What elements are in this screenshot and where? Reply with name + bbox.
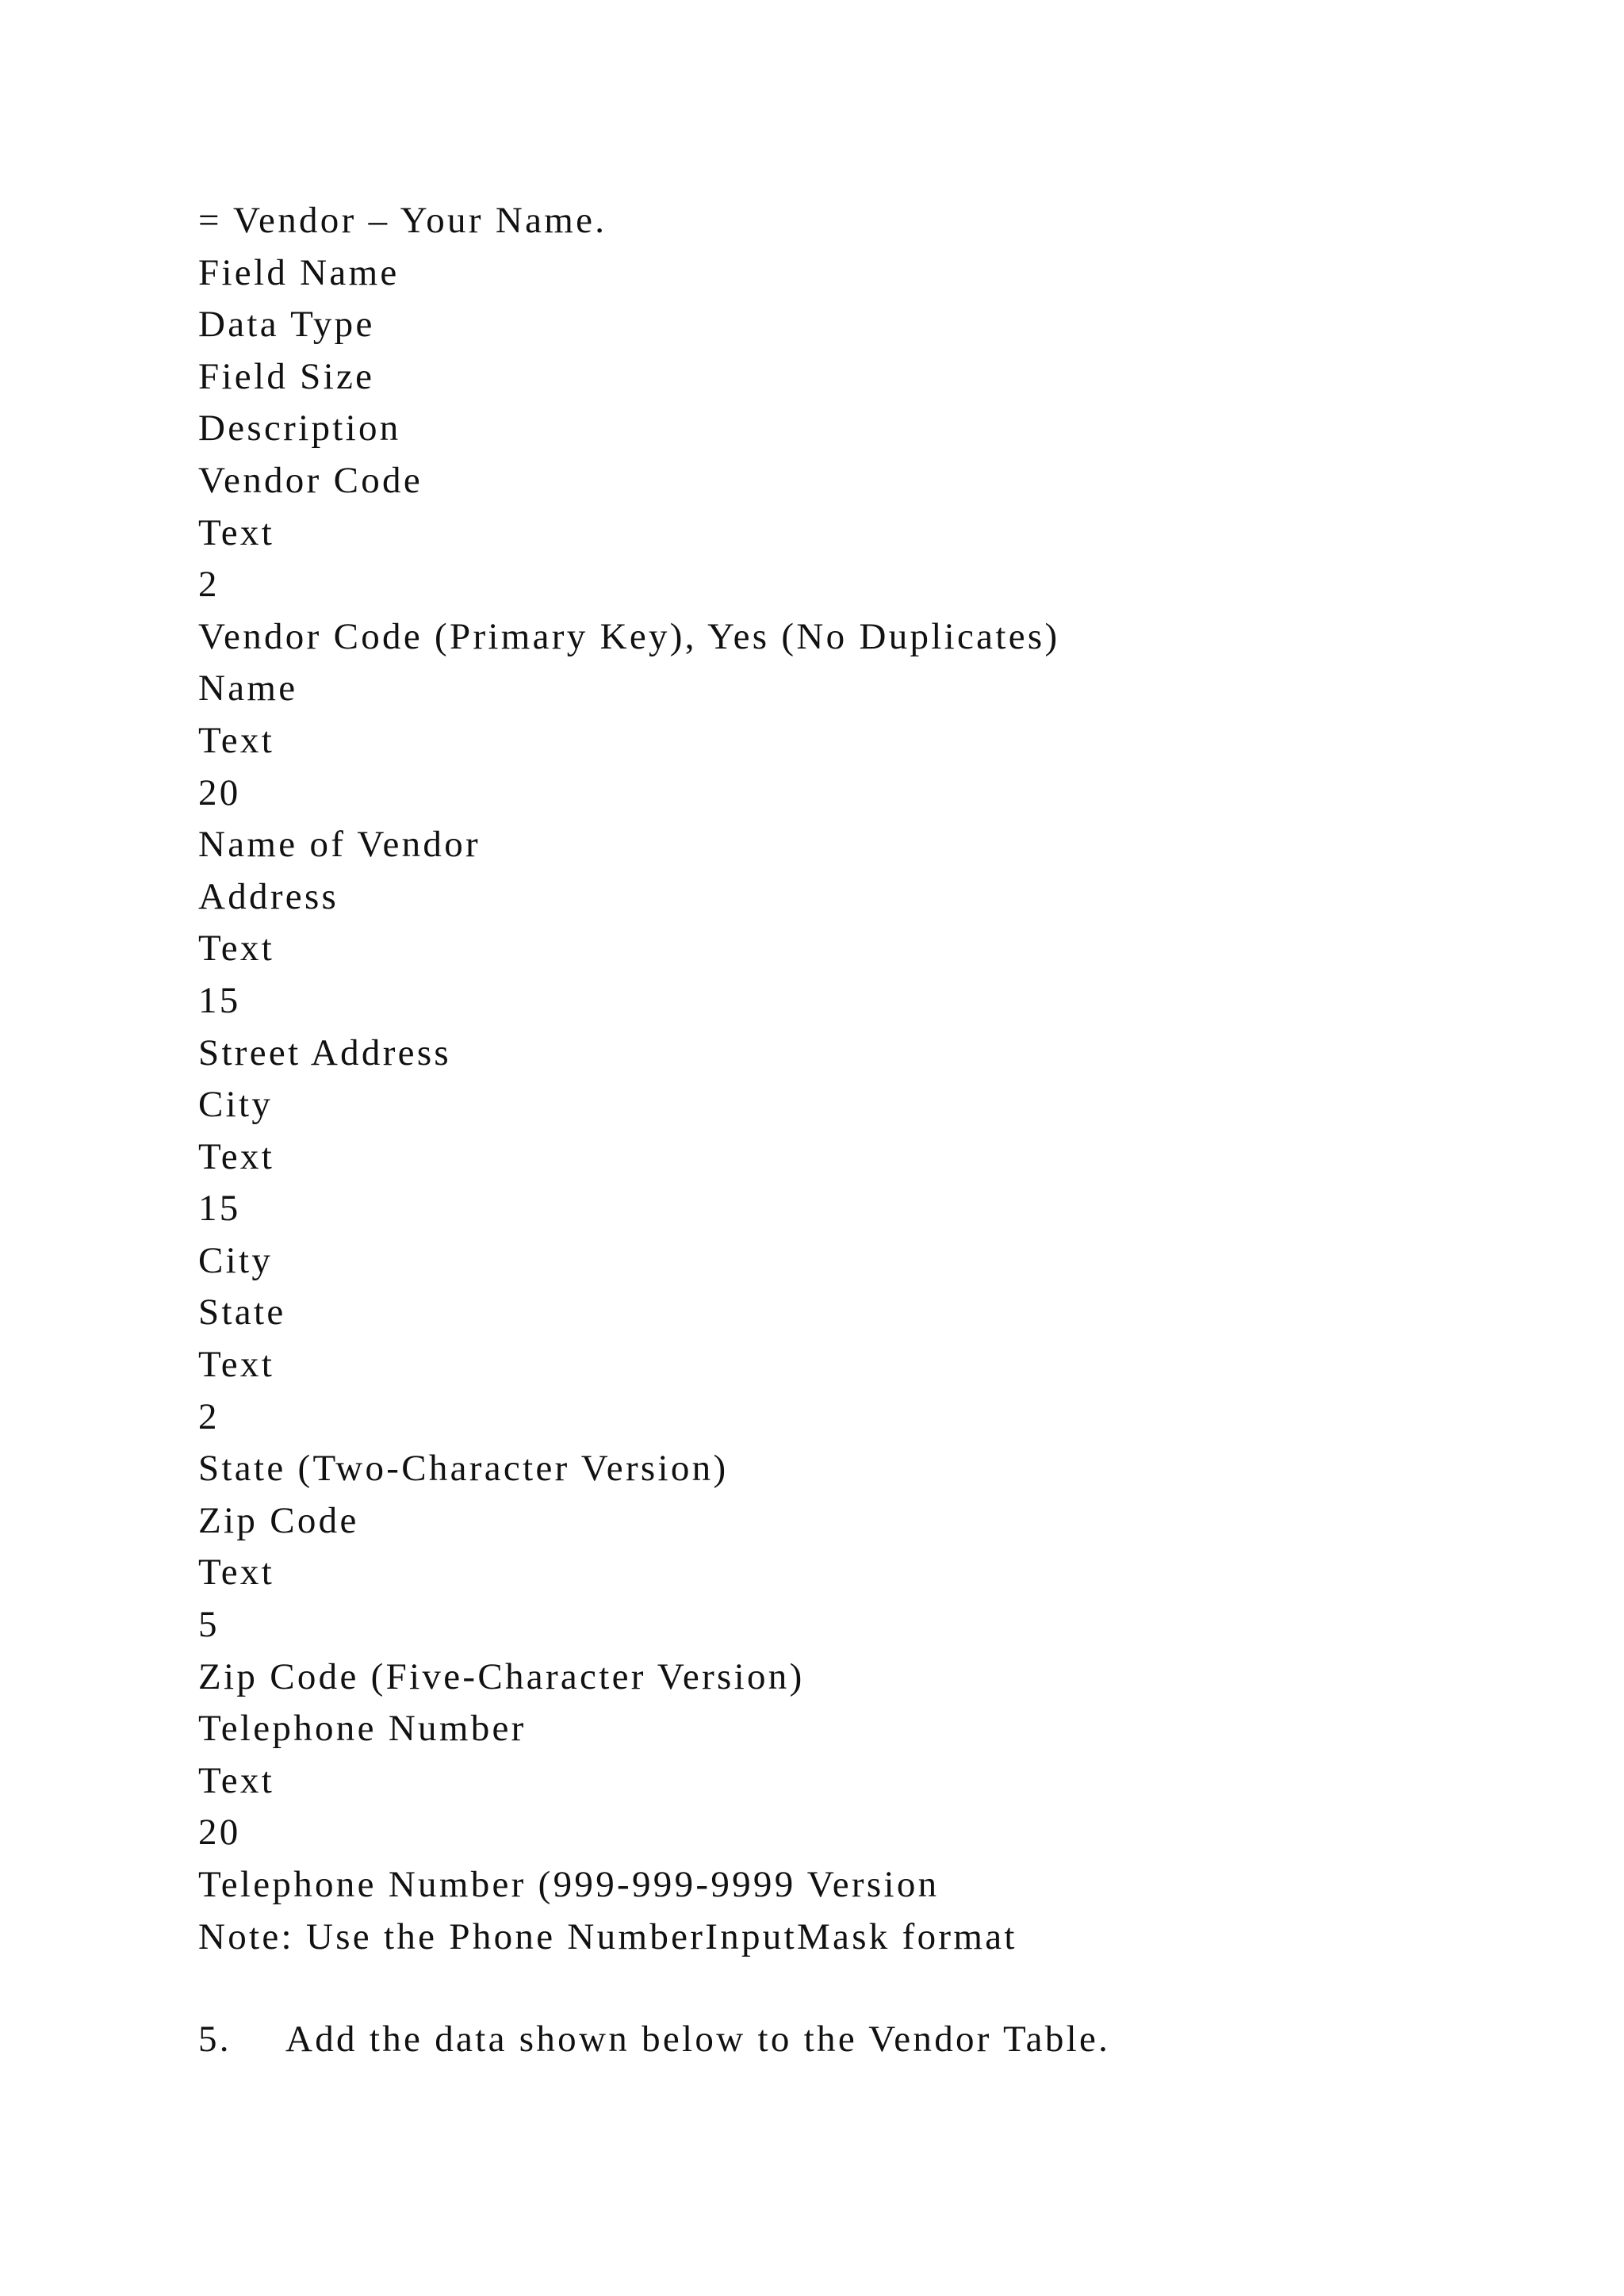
field-description: State (Two-Character Version) <box>198 1448 729 1490</box>
step-text: Add the data shown below to the Vendor Table. <box>285 2019 1111 2061</box>
column-header-field-name: Field Name <box>198 251 400 293</box>
field-name: Vendor Code <box>198 459 423 501</box>
field-description: Telephone Number (999-999-9999 Version <box>198 1864 940 1905</box>
column-header-field-size: Field Size <box>198 355 375 397</box>
field-data-type: Text <box>198 1135 275 1177</box>
document-body <box>198 195 1546 2066</box>
field-size: 20 <box>198 1812 241 1854</box>
field-data-type: Text <box>198 928 275 970</box>
field-description: Zip Code (Five-Character Version) <box>198 1655 805 1697</box>
field-name: Address <box>198 875 339 917</box>
note-line: Note: Use the Phone NumberInputMask format <box>198 1915 1017 1957</box>
field-size: 5 <box>198 1604 220 1646</box>
field-description: City <box>198 1239 274 1281</box>
step-item <box>198 2014 1546 2066</box>
field-size: 15 <box>198 1188 241 1230</box>
step-number: 5. <box>198 2019 232 2061</box>
field-size: 2 <box>198 1395 220 1437</box>
field-name: City <box>198 1084 274 1126</box>
field-data-type: Text <box>198 719 275 761</box>
paragraph-gap <box>198 1963 1546 2014</box>
column-header-data-type: Data Type <box>198 304 375 346</box>
field-size: 15 <box>198 979 241 1021</box>
field-description: Street Address <box>198 1031 452 1073</box>
field-size: 20 <box>198 771 241 813</box>
field-data-type: Text <box>198 1344 275 1386</box>
heading-line: = Vendor – Your Name. <box>198 200 607 241</box>
field-description: Vendor Code (Primary Key), Yes (No Duplicates) <box>198 615 1060 657</box>
field-data-type: Text <box>198 511 275 553</box>
field-size: 2 <box>198 564 220 606</box>
field-name: State <box>198 1292 286 1334</box>
field-name: Zip Code <box>198 1499 359 1541</box>
field-data-type: Text <box>198 1552 275 1594</box>
field-name: Telephone Number <box>198 1708 527 1750</box>
field-name: Name <box>198 668 298 710</box>
field-data-type: Text <box>198 1759 275 1801</box>
field-description: Name of Vendor <box>198 824 481 866</box>
column-header-description: Description <box>198 408 401 450</box>
